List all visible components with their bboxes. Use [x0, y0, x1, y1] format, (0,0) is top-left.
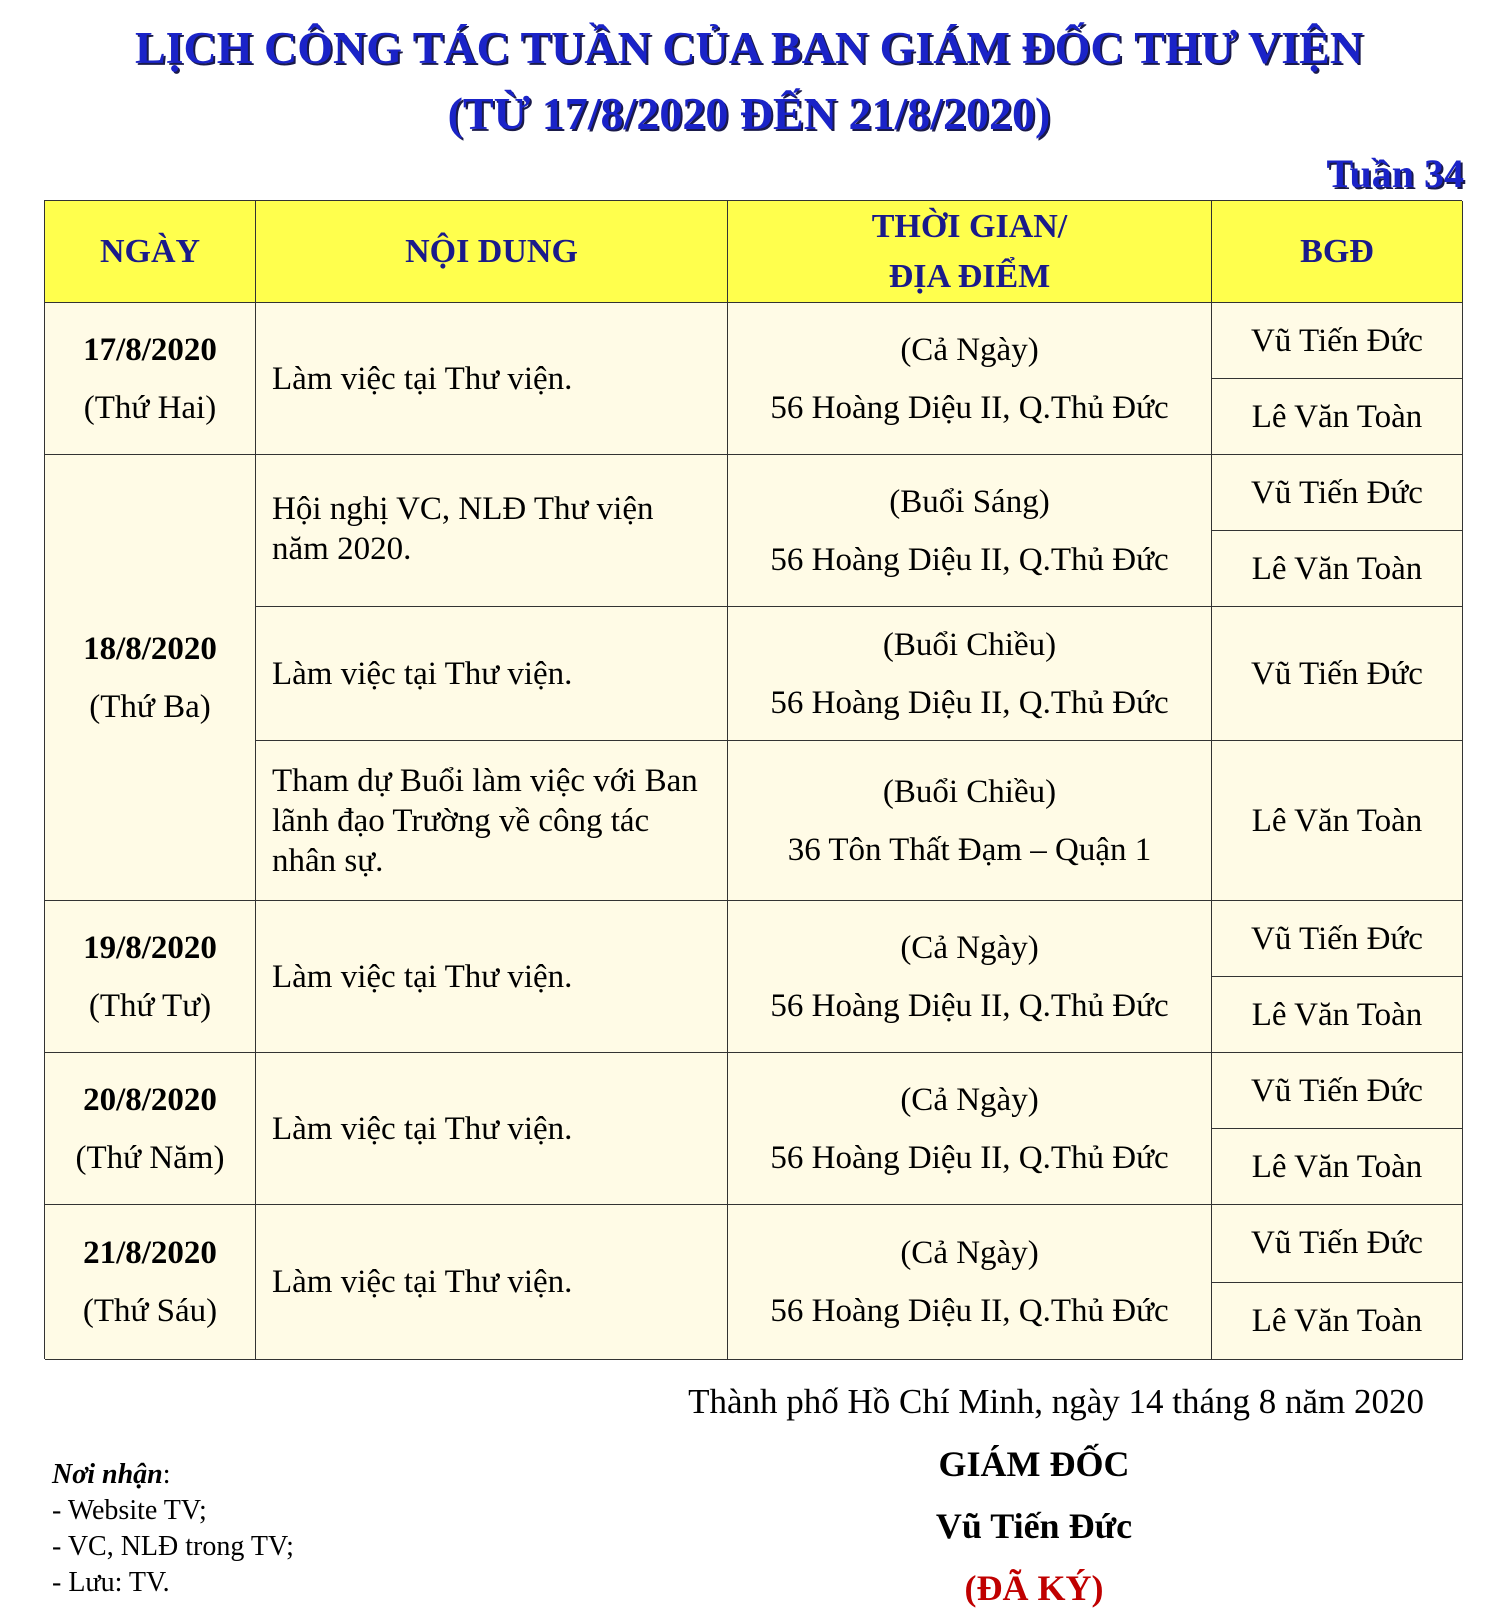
content-cell [256, 901, 728, 1053]
header-board-label: BGĐ [1300, 232, 1374, 270]
content-text: Làm việc tại Thư viện. [272, 1110, 573, 1147]
weekday-value: (Thứ Hai) [83, 389, 217, 426]
content-text: Làm việc tại Thư viện. [272, 1264, 573, 1300]
header-date-label: NGÀY [99, 232, 201, 270]
weekday-value: (Thứ Tư) [88, 987, 212, 1024]
time-place-cell [728, 901, 1212, 1053]
place-value: 56 Hoàng Diệu II, Q.Thủ Đức [770, 987, 1169, 1024]
person-name: Vũ Tiến Đức [1251, 1225, 1423, 1262]
recipients-block [52, 1457, 294, 1601]
signer-title: GIÁM ĐỐC [938, 1444, 1130, 1484]
board-cell [1212, 455, 1463, 607]
content-text: Làm việc tại Thư viện. [272, 360, 573, 397]
place-value: 56 Hoàng Diệu II, Q.Thủ Đức [770, 684, 1169, 721]
schedule-table [44, 200, 1462, 1359]
content-cell [256, 1053, 728, 1205]
content-text: Hội nghị VC, NLĐ Thư viện năm 2020. [272, 491, 654, 567]
board-cell [1212, 607, 1463, 741]
person-name: Vũ Tiến Đức [1251, 655, 1423, 692]
date-cell [45, 1053, 256, 1205]
time-value: (Buổi Chiều) [882, 773, 1057, 810]
place-value: 36 Tôn Thất Đạm – Quận 1 [787, 831, 1152, 868]
date-cell [45, 303, 256, 455]
weekday-value: (Thứ Ba) [89, 688, 211, 725]
signer-name: Vũ Tiến Đức [935, 1506, 1133, 1546]
date-value: 17/8/2020 [83, 331, 217, 368]
board-cell [1212, 1205, 1463, 1360]
content-text: Làm việc tại Thư viện. [272, 958, 573, 995]
time-value: (Buổi Sáng) [889, 483, 1050, 520]
recipient-item: - Website TV; [52, 1495, 207, 1526]
date-cell [45, 1205, 256, 1360]
document-title-line1: LỊCH CÔNG TÁC TUẦN CỦA BAN GIÁM ĐỐC THƯ VIỆN [134, 22, 1364, 73]
content-cell [256, 607, 728, 741]
person-name: Vũ Tiến Đức [1251, 322, 1423, 359]
document-title-line2: (TỪ 17/8/2020 ĐẾN 21/8/2020) [447, 88, 1051, 139]
recipient-item: - Lưu: TV. [52, 1567, 170, 1598]
content-cell [256, 455, 728, 607]
date-value: 21/8/2020 [83, 1235, 217, 1271]
time-value: (Cả Ngày) [900, 1235, 1039, 1271]
person-name: Lê Văn Toàn [1212, 530, 1462, 606]
content-cell [256, 1205, 728, 1360]
place-value: 56 Hoàng Diệu II, Q.Thủ Đức [770, 541, 1169, 578]
date-cell [45, 455, 256, 901]
header-board [1212, 201, 1463, 303]
date-value: 20/8/2020 [83, 1081, 217, 1118]
person-name: Vũ Tiến Đức [1251, 1072, 1423, 1109]
header-place-label: ĐỊA ĐIỂM [888, 257, 1051, 295]
board-cell [1212, 901, 1463, 1053]
person-name: Lê Văn Toàn [1212, 1128, 1462, 1204]
person-name: Vũ Tiến Đức [1251, 920, 1423, 957]
person-name: Lê Văn Toàn [1212, 378, 1462, 454]
recipient-item: - VC, NLĐ trong TV; [52, 1531, 294, 1562]
time-place-cell [728, 607, 1212, 741]
time-place-cell [728, 1053, 1212, 1205]
place-value: 56 Hoàng Diệu II, Q.Thủ Đức [770, 1293, 1169, 1329]
header-content-label: NỘI DUNG [405, 232, 578, 270]
board-cell [1212, 1053, 1463, 1205]
content-cell [256, 741, 728, 901]
time-value: (Cả Ngày) [900, 331, 1039, 368]
person-name: Vũ Tiến Đức [1251, 474, 1423, 511]
time-place-cell [728, 741, 1212, 901]
place-value: 56 Hoàng Diệu II, Q.Thủ Đức [770, 1139, 1169, 1176]
place-value: 56 Hoàng Diệu II, Q.Thủ Đức [770, 389, 1169, 426]
date-value: 19/8/2020 [83, 929, 217, 966]
time-value: (Buổi Chiều) [882, 626, 1057, 663]
header-time-place [728, 201, 1212, 303]
content-cell [256, 303, 728, 455]
recipients-heading-line: Nơi nhận: [52, 1459, 171, 1490]
recipients-heading: Nơi nhận [52, 1459, 163, 1490]
person-name: Lê Văn Toàn [1251, 802, 1423, 839]
header-content [256, 201, 728, 303]
board-cell [1212, 741, 1463, 901]
week-label: Tuần 34 [1326, 151, 1464, 196]
content-text: Tham dự Buổi làm việc với Ban lãnh đạo Trường về công tác nhân sự. [272, 762, 698, 879]
time-place-cell [728, 1205, 1212, 1360]
time-place-cell [728, 303, 1212, 455]
person-name: Lê Văn Toàn [1212, 976, 1462, 1052]
content-text: Làm việc tại Thư viện. [272, 655, 573, 692]
time-value: (Cả Ngày) [900, 929, 1039, 966]
header-date [45, 201, 256, 303]
date-cell [45, 901, 256, 1053]
time-value: (Cả Ngày) [900, 1081, 1039, 1118]
header-time-label: THỜI GIAN/ [871, 207, 1068, 245]
signed-mark: (ĐÃ KÝ) [964, 1568, 1104, 1608]
time-place-cell [728, 455, 1212, 607]
weekday-value: (Thứ Sáu) [82, 1293, 218, 1329]
place-and-date: Thành phố Hồ Chí Minh, ngày 14 tháng 8 năm 2020 [688, 1382, 1424, 1421]
date-value: 18/8/2020 [83, 630, 217, 667]
person-name: Lê Văn Toàn [1212, 1282, 1462, 1360]
weekday-value: (Thứ Năm) [75, 1139, 225, 1176]
board-cell [1212, 303, 1463, 455]
